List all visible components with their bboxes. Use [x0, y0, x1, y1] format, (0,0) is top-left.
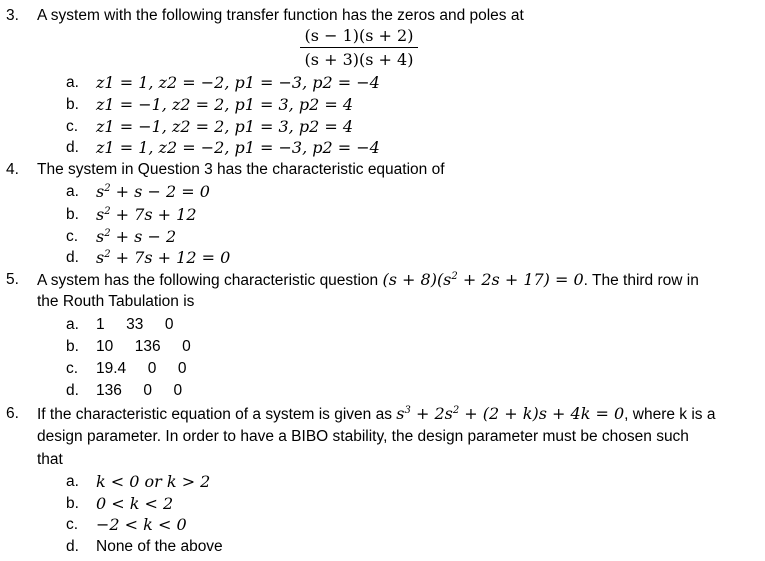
option-text: None of the above	[96, 538, 223, 555]
option-letter: c.	[66, 228, 79, 245]
option-text: −2 < k < 0	[96, 515, 187, 534]
option-letter: d.	[66, 139, 79, 156]
option-letter: a.	[66, 473, 79, 490]
question-text: the Routh Tabulation is	[37, 293, 195, 310]
option-letter: c.	[66, 516, 79, 533]
question-text: A system with the following transfer function has the zeros and poles at	[37, 7, 524, 24]
option-text: z1 = −1, z2 = 2, p1 = 3, p2 = 4	[96, 117, 354, 136]
question-number: 3.	[6, 7, 19, 24]
option-text: z1 = 1, z2 = −2, p1 = −3, p2 = −4	[96, 138, 380, 157]
option-letter: b.	[66, 338, 79, 355]
question-text: A system has the following characteristic question $(s + 8)(s^2 + 2s + 17) = 0$. The third row in	[37, 270, 699, 289]
option-letter: b.	[66, 495, 79, 512]
option-letter: a.	[66, 183, 79, 200]
option-letter: a.	[66, 316, 79, 333]
fraction-numerator: (s − 1)(s + 2)	[304, 26, 414, 45]
option-letter: d.	[66, 382, 79, 399]
option-text: $s^2 + 7s + 12 = 0$	[96, 248, 231, 267]
question-text: The system in Question 3 has the characteristic equation of	[37, 161, 445, 178]
option-letter: a.	[66, 74, 79, 91]
transfer-function-fraction	[300, 25, 418, 70]
option-text: $s^2 + s - 2$	[96, 227, 177, 246]
fraction-bar	[300, 47, 418, 48]
fraction-denominator: (s + 3)(s + 4)	[304, 50, 414, 69]
option-text: z1 = 1, z2 = −2, p1 = −3, p2 = −4	[96, 73, 380, 92]
option-text: 19.4 0 0	[96, 360, 187, 377]
question-text: If the characteristic equation of a system is given as $s^3 + 2s^2 + (2 + k)s + 4k = 0$, where k is a	[37, 404, 716, 423]
option-text: $s^2 + 7s + 12$	[96, 205, 197, 224]
option-letter: c.	[66, 118, 79, 135]
option-letter: d.	[66, 249, 79, 266]
question-number: 6.	[6, 405, 19, 422]
option-text: z1 = −1, z2 = 2, p1 = 3, p2 = 4	[96, 95, 354, 114]
option-letter: d.	[66, 538, 79, 555]
option-text: 1 33 0	[96, 316, 174, 333]
option-text: 136 0 0	[96, 382, 183, 399]
question-number: 4.	[6, 161, 19, 178]
question-number: 5.	[6, 271, 19, 288]
option-letter: b.	[66, 96, 79, 113]
option-letter: b.	[66, 206, 79, 223]
question-text: that	[37, 451, 63, 468]
option-text: 0 < k < 2	[96, 494, 174, 513]
question-text: design parameter. In order to have a BIBO stability, the design parameter must be chosen such	[37, 428, 689, 445]
option-text: k < 0 or k > 2	[96, 472, 211, 491]
option-text: $s^2 + s - 2 = 0$	[96, 182, 210, 201]
option-text: 10 136 0	[96, 338, 191, 355]
option-letter: c.	[66, 360, 79, 377]
